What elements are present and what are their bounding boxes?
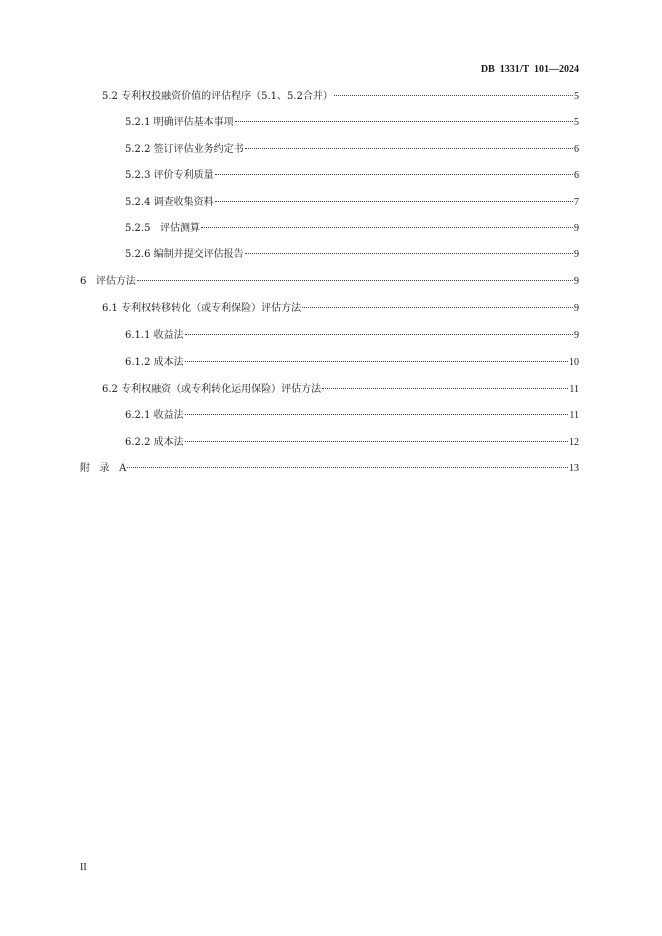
toc-entry-appendix-a[interactable] (80, 462, 579, 476)
toc-leader-dots (245, 253, 573, 254)
toc-entry-label: 6.1.1 收益法 (125, 330, 184, 341)
toc-entry-page: 6 (574, 170, 579, 181)
toc-entry-5-2[interactable] (102, 90, 579, 104)
toc-entry-label: 6.1.2 成本法 (125, 357, 184, 368)
toc-entry-6-1-2[interactable] (125, 356, 579, 370)
toc-entry-5-2-2[interactable] (125, 143, 579, 157)
toc-entry-page: 5 (574, 117, 579, 128)
toc-leader-dots (215, 174, 573, 175)
toc-entry-6-2[interactable] (102, 383, 579, 397)
page-number: II (80, 862, 87, 873)
toc-entry-page: 10 (569, 357, 579, 368)
toc-entry-6-2-2[interactable] (125, 436, 579, 450)
toc-entry-label: 6 评估方法 (80, 276, 136, 287)
toc-entry-page: 7 (574, 197, 579, 208)
toc-entry-page: 9 (574, 303, 579, 314)
document-code: DB 1331/T 101—2024 (480, 64, 579, 75)
toc-leader-dots (185, 334, 573, 335)
toc-entry-6-1[interactable] (102, 302, 579, 316)
toc-leader-dots (201, 227, 573, 228)
toc-entry-page: 6 (574, 144, 579, 155)
toc-entry-page: 13 (569, 463, 579, 474)
toc-entry-page: 11 (569, 410, 579, 421)
toc-leader-dots (215, 201, 573, 202)
toc-entry-label: 6.2 专利权融资（或专利转化运用保险）评估方法 (102, 384, 322, 395)
toc-leader-dots (185, 414, 569, 415)
toc-entry-label: 6.2.1 收益法 (125, 410, 184, 421)
toc-entry-6-1-1[interactable] (125, 329, 579, 343)
toc-entry-page: 11 (569, 384, 579, 395)
toc-entry-label: 5.2.3 评价专利质量 (125, 170, 214, 181)
toc-entry-page: 5 (574, 91, 579, 102)
toc-entry-label: 5.2.4 调查收集资料 (125, 197, 214, 208)
toc-entry-label: 5.2.6 编制并提交评估报告 (125, 249, 244, 260)
toc-entry-5-2-1[interactable] (125, 116, 579, 130)
toc-leader-dots (185, 361, 568, 362)
toc-entry-5-2-5[interactable] (125, 222, 579, 236)
toc-entry-6-2-1[interactable] (125, 409, 579, 423)
toc-entry-label: 附 录 A (80, 463, 127, 474)
toc-leader-dots (137, 280, 573, 281)
toc-entry-6[interactable] (80, 275, 579, 289)
toc-entry-label: 5.2.1 明确评估基本事项 (125, 117, 234, 128)
toc-leader-dots (235, 121, 573, 122)
toc-entry-label: 6.1 专利权转移转化（或专利保险）评估方法 (102, 303, 302, 314)
toc-leader-dots (185, 441, 568, 442)
toc-entry-page: 9 (574, 330, 579, 341)
toc-leader-dots (245, 148, 573, 149)
toc-entry-page: 9 (574, 276, 579, 287)
toc-leader-dots (334, 95, 573, 96)
toc-entry-label: 5.2.2 签订评估业务约定书 (125, 144, 244, 155)
toc-leader-dots (302, 307, 573, 308)
toc-entry-page: 9 (574, 223, 579, 234)
toc-leader-dots (127, 467, 568, 468)
toc-entry-5-2-6[interactable] (125, 248, 579, 262)
toc-entry-page: 9 (574, 249, 579, 260)
toc-entry-label: 5.2 专利权投融资价值的评估程序（5.1、5.2合并） (102, 91, 333, 102)
toc-entry-5-2-3[interactable] (125, 169, 579, 183)
toc-entry-page: 12 (569, 437, 579, 448)
toc-leader-dots (322, 388, 568, 389)
toc-entry-5-2-4[interactable] (125, 196, 579, 210)
toc-entry-label: 6.2.2 成本法 (125, 437, 184, 448)
toc-entry-label: 5.2.5 评估测算 (125, 223, 200, 234)
